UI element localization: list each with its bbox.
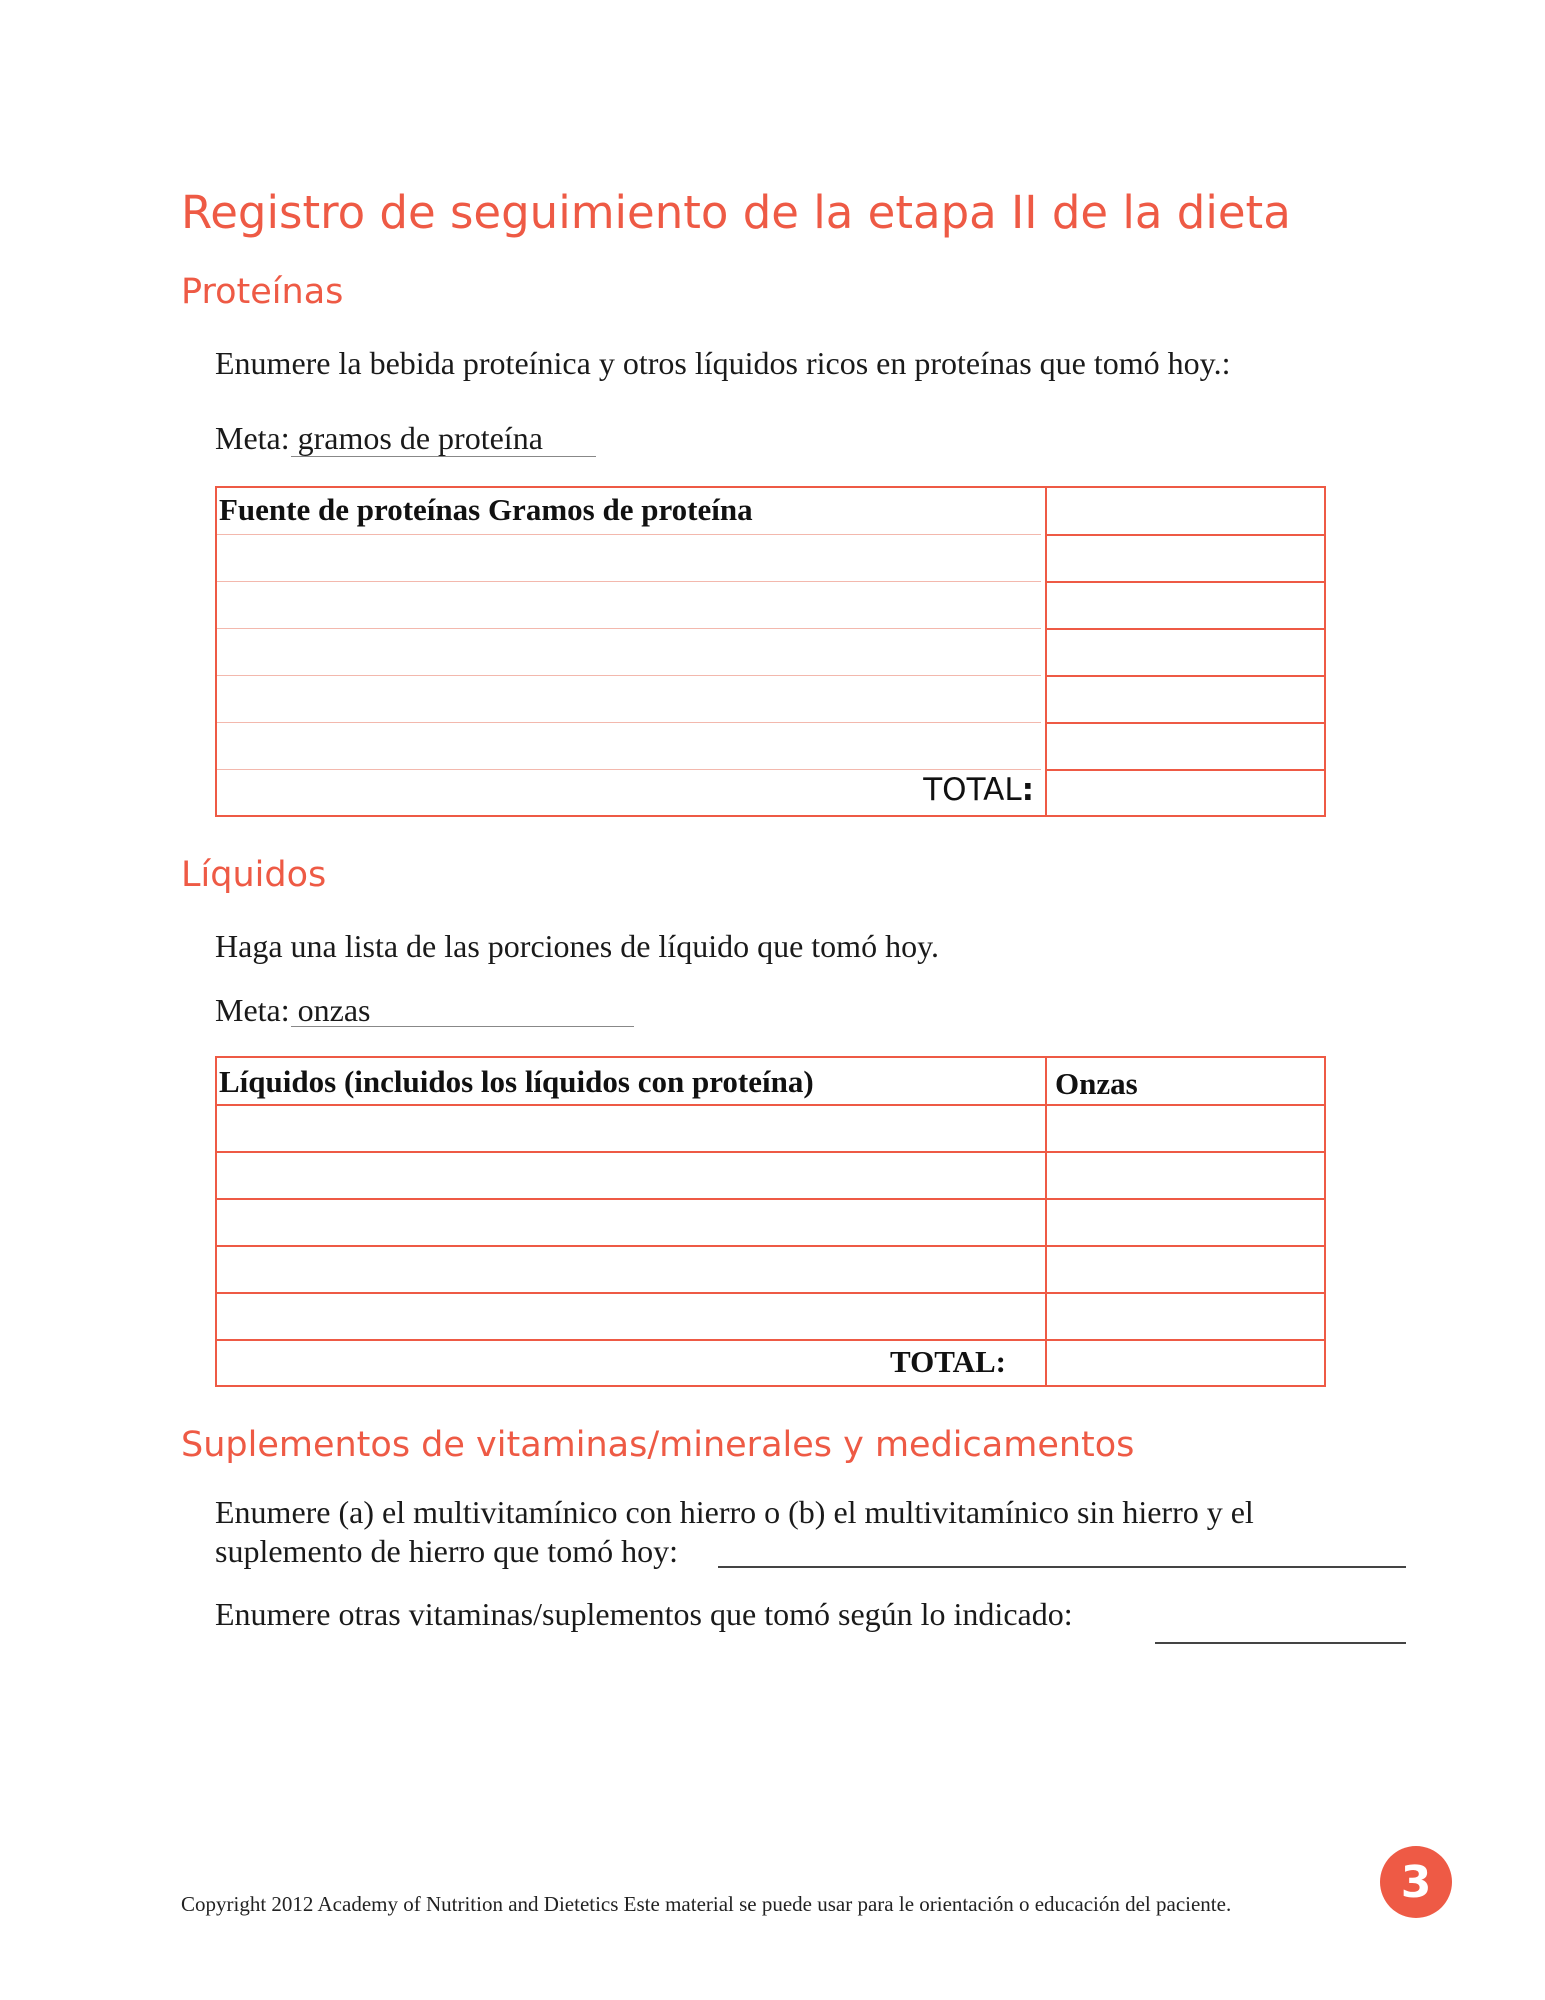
liquids-row-line [217,1151,1324,1153]
proteins-row-line [217,534,1041,535]
liquids-table [215,1056,1326,1387]
copyright-footer: Copyright 2012 Academy of Nutrition and Dietetics Este material se puede usar para le orientación o educación del paciente. [181,1892,1232,1916]
liquids-col1-header: Líquidos (incluidos los líquidos con proteína) [219,1064,814,1099]
liquids-row-line [217,1104,1324,1106]
liquids-goal [215,992,371,1029]
liquids-goal-blank[interactable] [291,1026,634,1027]
proteins-goal-label: Meta: [215,420,298,456]
proteins-table-header: Fuente de proteínas Gramos de proteína [219,492,753,527]
proteins-table [215,486,1326,817]
proteins-total-label: TOTAL: [923,772,1034,808]
proteins-instruction: Enumere la bebida proteínica y otros líquidos ricos en proteínas que tomó hoy.: [215,345,1231,381]
supplements-line3: Enumere otras vitaminas/suplementos que tomó según lo indicado: [215,1596,1073,1632]
supplements-line2: suplemento de hierro que tomó hoy: [215,1533,679,1569]
proteins-row-line [217,769,1041,770]
liquids-goal-label: Meta: [215,992,298,1028]
liquids-col2-header: Onzas [1055,1066,1138,1101]
supplements-line1: Enumere (a) el multivitamínico con hierro o (b) el multivitamínico sin hierro y el [215,1494,1254,1530]
page-title: Registro de seguimiento de la etapa II de la dieta [181,186,1291,239]
liquids-row-line [217,1292,1324,1294]
proteins-total-cell[interactable] [1047,771,1324,815]
proteins-heading: Proteínas [181,272,344,312]
proteins-row-line [217,675,1041,676]
liquids-total-cell[interactable] [1047,1341,1324,1385]
page-number-badge: 3 [1380,1846,1452,1918]
liquids-row-line [217,1245,1324,1247]
liquids-table-column-divider [1045,1058,1047,1385]
liquids-total-label: TOTAL: [890,1344,1006,1379]
proteins-grams-line [1045,581,1324,583]
supplements-other-blank[interactable] [1155,1642,1406,1644]
proteins-row-line [217,722,1041,723]
proteins-table-column-divider [1045,488,1047,815]
proteins-grams-line [1045,534,1324,536]
proteins-goal [215,420,543,457]
proteins-grams-cell[interactable] [1047,488,1324,533]
proteins-row-line [217,581,1041,582]
liquids-instruction: Haga una lista de las porciones de líquido que tomó hoy. [215,928,939,964]
supplements-iron-blank[interactable] [718,1566,1406,1568]
proteins-grams-line [1045,628,1324,630]
proteins-grams-line [1045,675,1324,677]
proteins-goal-unit: gramos de proteína [297,420,543,456]
supplements-heading: Suplementos de vitaminas/minerales y medicamentos [181,1425,1135,1465]
proteins-grams-line [1045,722,1324,724]
liquids-heading: Líquidos [181,855,327,895]
liquids-row-line [217,1198,1324,1200]
liquids-goal-unit: onzas [297,992,371,1028]
proteins-goal-blank[interactable] [291,456,596,457]
proteins-row-line [217,628,1041,629]
